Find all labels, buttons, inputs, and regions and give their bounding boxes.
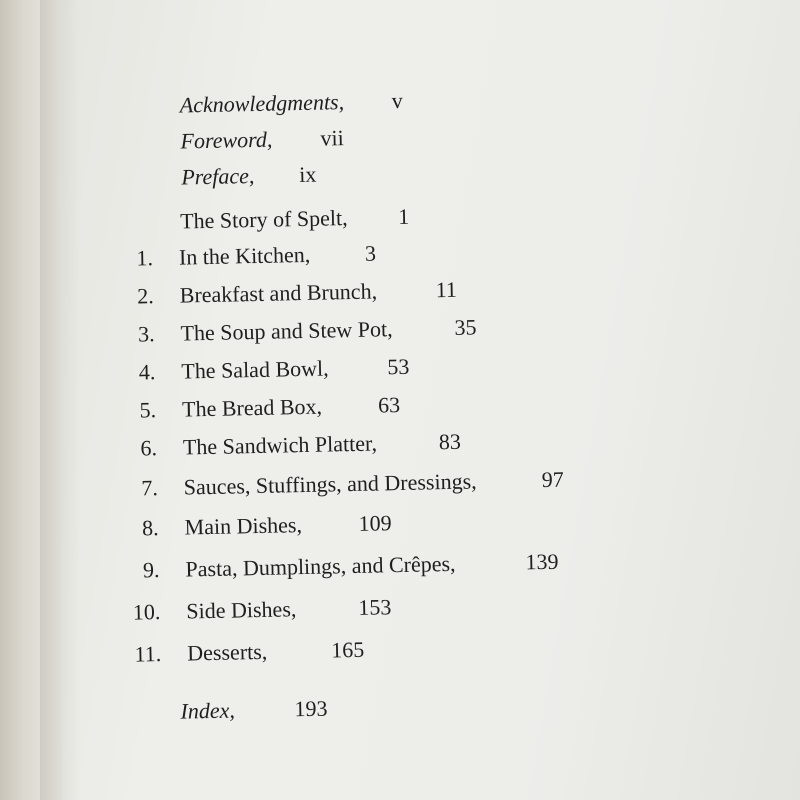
chapter-number: 1. [136, 245, 154, 271]
chapter-page: 83 [438, 428, 462, 455]
toc-entry-title: Index, [180, 697, 236, 724]
chapter-page: 139 [525, 548, 559, 575]
chapter-number: 10. [132, 599, 161, 625]
chapter-number: 4. [138, 359, 156, 385]
chapter-page: 109 [358, 510, 392, 536]
toc-entry-title: Acknowledgments, [179, 89, 345, 118]
chapter-number: 7. [141, 475, 159, 501]
chapter-page: 153 [358, 594, 392, 620]
chapter-page: 165 [330, 636, 365, 663]
chapter-title: Pasta, Dumplings, and Crêpes, [185, 550, 456, 582]
chapter-title: Main Dishes, [184, 512, 303, 540]
chapter-title: The Bread Box, [181, 393, 323, 422]
chapter-title: Sauces, Stuffings, and Dressings, [183, 468, 477, 500]
toc-entry-page: vii [320, 125, 344, 151]
chapter-number: 5. [139, 397, 157, 423]
chapter-number: 6. [140, 435, 158, 461]
chapter-page: 53 [387, 353, 410, 380]
chapter-page: 3 [364, 240, 377, 266]
chapter-title: Breakfast and Brunch, [179, 278, 378, 308]
toc-entry-page: ix [298, 161, 317, 188]
toc-entry-page: v [391, 87, 403, 114]
chapter-number: 2. [137, 283, 155, 309]
chapter-page: 63 [377, 392, 401, 418]
chapter-title: The Sandwich Platter, [182, 430, 378, 460]
toc-entry-page: 193 [294, 695, 328, 722]
chapter-title: Side Dishes, [186, 596, 297, 624]
chapter-title: The Salad Bowl, [181, 355, 329, 384]
toc-entry-title: Preface, [181, 163, 255, 190]
toc-entry-title: Foreword, [180, 126, 273, 154]
chapter-number: 8. [141, 515, 159, 541]
toc-entry-title: The Story of Spelt, [179, 205, 348, 234]
chapter-page: 11 [435, 276, 458, 303]
chapter-number: 3. [137, 321, 155, 347]
toc-entry-page: 1 [397, 203, 410, 229]
chapter-number: 9. [142, 557, 160, 583]
chapter-number: 11. [134, 641, 162, 667]
chapter-title: In the Kitchen, [178, 241, 311, 270]
chapter-title: Desserts, [186, 638, 268, 666]
chapter-page: 97 [541, 466, 564, 493]
chapter-title: The Soup and Stew Pot, [180, 316, 393, 346]
chapter-page: 35 [454, 314, 477, 340]
